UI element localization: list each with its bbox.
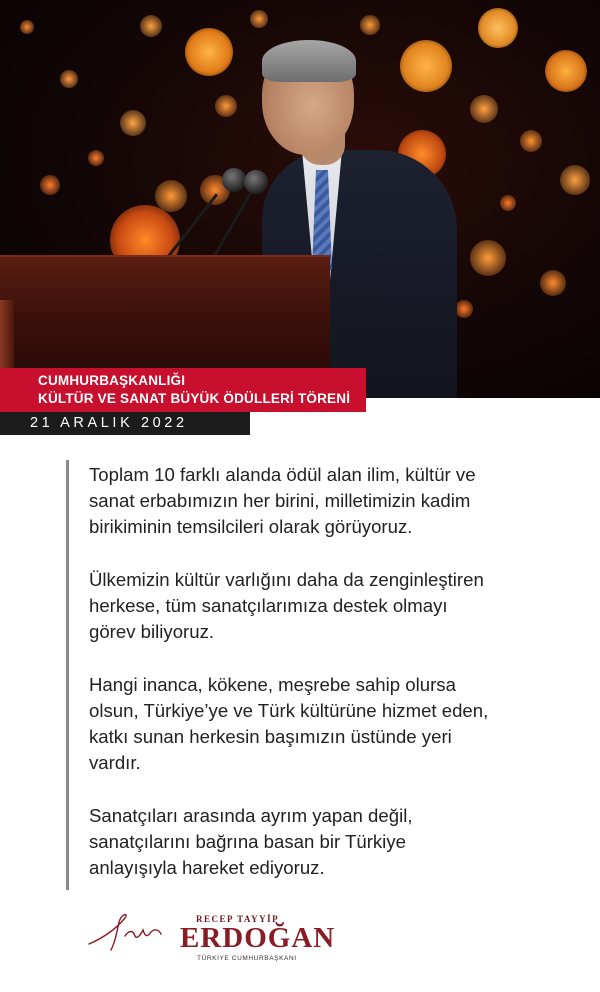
quote-paragraph [89, 803, 579, 881]
event-title-line2: KÜLTÜR VE SANAT BÜYÜK ÖDÜLLERİ TÖRENİ [38, 391, 351, 406]
quote-line: Toplam 10 farklı alanda ödül alan ilim, kültür ve [89, 464, 476, 485]
quote-line: sanat erbabımızın her birini, milletimizin kadim [89, 490, 471, 511]
quote-divider [66, 460, 69, 890]
hero-photo [0, 0, 600, 398]
quote-paragraph [89, 672, 579, 776]
quote-paragraph [89, 567, 579, 645]
microphone-icon [222, 168, 246, 192]
signature-title: TÜRKİYE CUMHURBAŞKANI [197, 955, 297, 962]
quote-line: vardır. [89, 752, 141, 773]
signature-last-name: ERDOĞAN [180, 922, 336, 954]
quote-line: Sanatçıları arasında ayrım yapan değil, [89, 805, 413, 826]
quote-line: Hangi inanca, kökene, meşrebe sahip olursa [89, 674, 456, 695]
event-date: 21 ARALIK 2022 [0, 412, 250, 435]
quote-line: olsun, Türkiye’ye ve Türk kültürüne hizmet eden, [89, 700, 489, 721]
quote-paragraph [89, 462, 579, 540]
quote-line: birikiminin temsilcileri olarak görüyoruz. [89, 516, 413, 537]
quote-line: sanatçılarını bağrına basan bir Türkiye [89, 831, 406, 852]
microphone-icon [244, 170, 268, 194]
quote-line: herkese, tüm sanatçılarımıza destek olmayı [89, 595, 448, 616]
event-title-line1: CUMHURBAŞKANLIĞI [38, 373, 186, 388]
handwritten-signature [85, 900, 185, 960]
signature-first-name: RECEP TAYYİP [196, 914, 280, 924]
quote-line: görev biliyoruz. [89, 621, 215, 642]
quote-body [89, 462, 579, 908]
quote-line: katkı sunan herkesin başımızın üstünde yeri [89, 726, 452, 747]
quote-line: anlayışıyla hareket ediyoruz. [89, 857, 325, 878]
event-title-banner [0, 368, 366, 412]
quote-line: Ülkemizin kültür varlığını daha da zenginleştiren [89, 569, 484, 590]
